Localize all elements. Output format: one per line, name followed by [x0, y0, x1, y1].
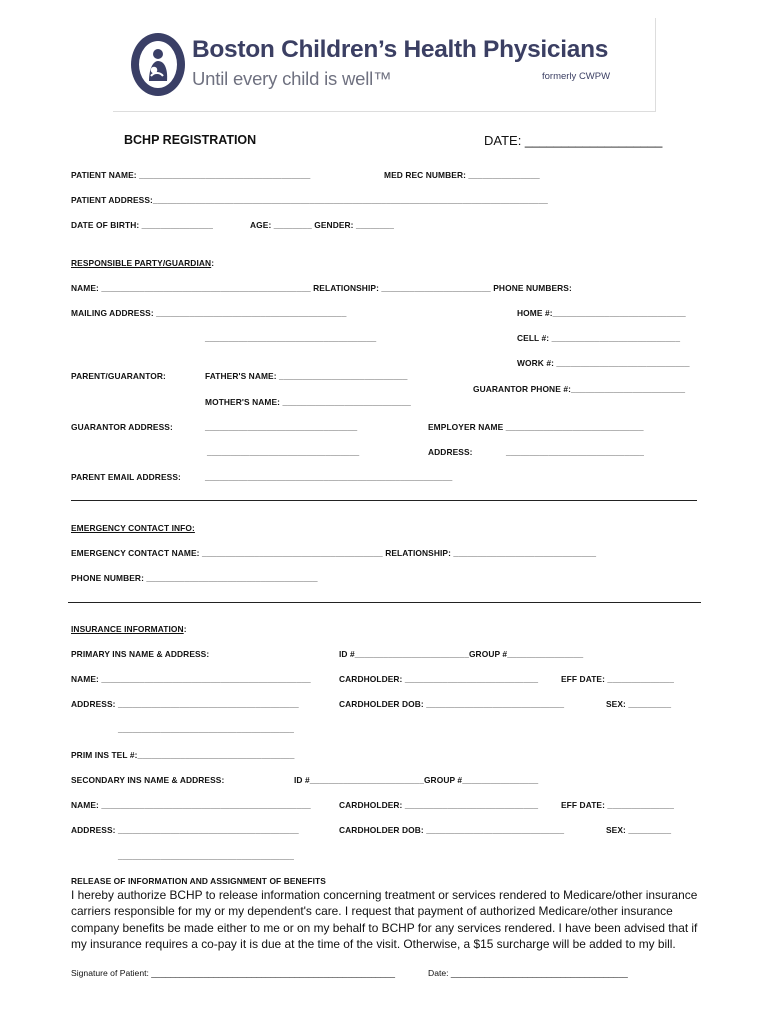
father-name-field[interactable]: FATHER'S NAME: ___________________________ [205, 371, 408, 381]
brand-tagline: Until every child is well™ [192, 68, 392, 89]
signature-date-field[interactable]: Date: _____________________________________ [428, 968, 628, 978]
guarantor-address-label: GUARANTOR ADDRESS: [71, 422, 173, 432]
emergency-phone-field[interactable]: PHONE NUMBER: ____________________________________ [71, 573, 318, 583]
cell-phone-field[interactable]: CELL #: ___________________________ [517, 333, 681, 343]
insurance-heading: INSURANCE INFORMATION: [71, 624, 187, 634]
guarantor-address-line[interactable]: ________________________________ [205, 422, 358, 432]
primary-ins-tel-field[interactable]: PRIM INS TEL #:_________________________________ [71, 750, 295, 760]
bchp-seal-logo [131, 33, 185, 96]
date-field[interactable]: DATE: ___________________ [484, 133, 663, 148]
responsible-name-row[interactable]: NAME: ____________________________________________ RELATIONSHIP: _______________________ PHONE NUMBERS: [71, 283, 572, 293]
section-divider [68, 602, 701, 603]
patient-address-field[interactable]: PATIENT ADDRESS:___________________________________________________________________________________ [71, 195, 548, 205]
brand-formerly: formerly CWPW [542, 71, 611, 82]
mailing-address-field[interactable]: MAILING ADDRESS: ________________________________________ [71, 308, 347, 318]
primary-eff-date-field[interactable]: EFF DATE: ______________ [561, 674, 675, 684]
seal-child-icon [137, 39, 179, 90]
secondary-cardholder-field[interactable]: CARDHOLDER: ____________________________ [339, 800, 539, 810]
release-heading: RELEASE OF INFORMATION AND ASSIGNMENT OF BENEFITS [71, 876, 326, 886]
guarantor-phone-field[interactable]: GUARANTOR PHONE #:________________________ [473, 384, 686, 394]
primary-cardholder-field[interactable]: CARDHOLDER: ____________________________ [339, 674, 539, 684]
work-phone-field[interactable]: WORK #: ____________________________ [517, 358, 690, 368]
patient-signature-field[interactable]: Signature of Patient: ___________________________________________________ [71, 968, 396, 978]
med-rec-field[interactable]: MED REC NUMBER: _______________ [384, 170, 540, 180]
parent-guarantor-label: PARENT/GUARANTOR: [71, 371, 166, 381]
emergency-contact-row[interactable]: EMERGENCY CONTACT NAME: ______________________________________ RELATIONSHIP: ______________________________ [71, 548, 597, 558]
mother-name-field[interactable]: MOTHER'S NAME: ___________________________ [205, 397, 411, 407]
secondary-address-line2[interactable]: _____________________________________ [118, 851, 295, 861]
mailing-address-line2[interactable]: ____________________________________ [205, 333, 377, 343]
primary-address-line2[interactable]: _____________________________________ [118, 724, 295, 734]
secondary-sex-field[interactable]: SEX: _________ [606, 825, 672, 835]
letterhead-frame [113, 18, 656, 112]
age-gender-field[interactable]: AGE: ________ GENDER: ________ [250, 220, 395, 230]
release-paragraph: I hereby authorize BCHP to release information concerning treatment or services rendered to Medicare/other insurance carriers responsible for my or my dependent's care. I request that payment of authorized Medicare/other insurance company benefits be made either to me or on my behalf to BCHP for any services rendered. I have been advised that if my insurance requires a co-pay it is due at the time of the visit. Otherwise, a $15 surcharge will be added to my bill. [71, 888, 698, 952]
secondary-name-field[interactable]: NAME: ____________________________________________ [71, 800, 311, 810]
form-title: BCHP REGISTRATION [124, 133, 257, 147]
primary-address-field[interactable]: ADDRESS: ______________________________________ [71, 699, 299, 709]
responsible-party-heading: RESPONSIBLE PARTY/GUARDIAN: [71, 258, 215, 268]
dob-field[interactable]: DATE OF BIRTH: _______________ [71, 220, 214, 230]
primary-sex-field[interactable]: SEX: _________ [606, 699, 672, 709]
primary-id-group-field[interactable]: ID #________________________GROUP #________________ [339, 649, 584, 659]
primary-cardholder-dob-field[interactable]: CARDHOLDER DOB: _____________________________ [339, 699, 565, 709]
parent-email-label: PARENT EMAIL ADDRESS: [71, 472, 181, 482]
employer-name-field[interactable]: EMPLOYER NAME _____________________________ [428, 422, 644, 432]
secondary-address-field[interactable]: ADDRESS: ______________________________________ [71, 825, 299, 835]
secondary-eff-date-field[interactable]: EFF DATE: ______________ [561, 800, 675, 810]
employer-address-line[interactable]: _____________________________ [506, 447, 644, 457]
primary-name-field[interactable]: NAME: ____________________________________________ [71, 674, 311, 684]
secondary-id-group-field[interactable]: ID #________________________GROUP #________________ [294, 775, 539, 785]
patient-name-field[interactable]: PATIENT NAME: ____________________________________ [71, 170, 311, 180]
emergency-heading: EMERGENCY CONTACT INFO: [71, 523, 195, 533]
employer-address-label: ADDRESS: [428, 447, 473, 457]
brand-title: Boston Children’s Health Physicians [192, 36, 609, 63]
primary-ins-label: PRIMARY INS NAME & ADDRESS: [71, 649, 210, 659]
section-divider [71, 500, 697, 501]
secondary-cardholder-dob-field[interactable]: CARDHOLDER DOB: _____________________________ [339, 825, 565, 835]
parent-email-line[interactable]: ____________________________________________________ [205, 472, 453, 482]
guarantor-address-line2[interactable]: ________________________________ [207, 447, 360, 457]
home-phone-field[interactable]: HOME #:____________________________ [517, 308, 686, 318]
secondary-ins-label: SECONDARY INS NAME & ADDRESS: [71, 775, 225, 785]
